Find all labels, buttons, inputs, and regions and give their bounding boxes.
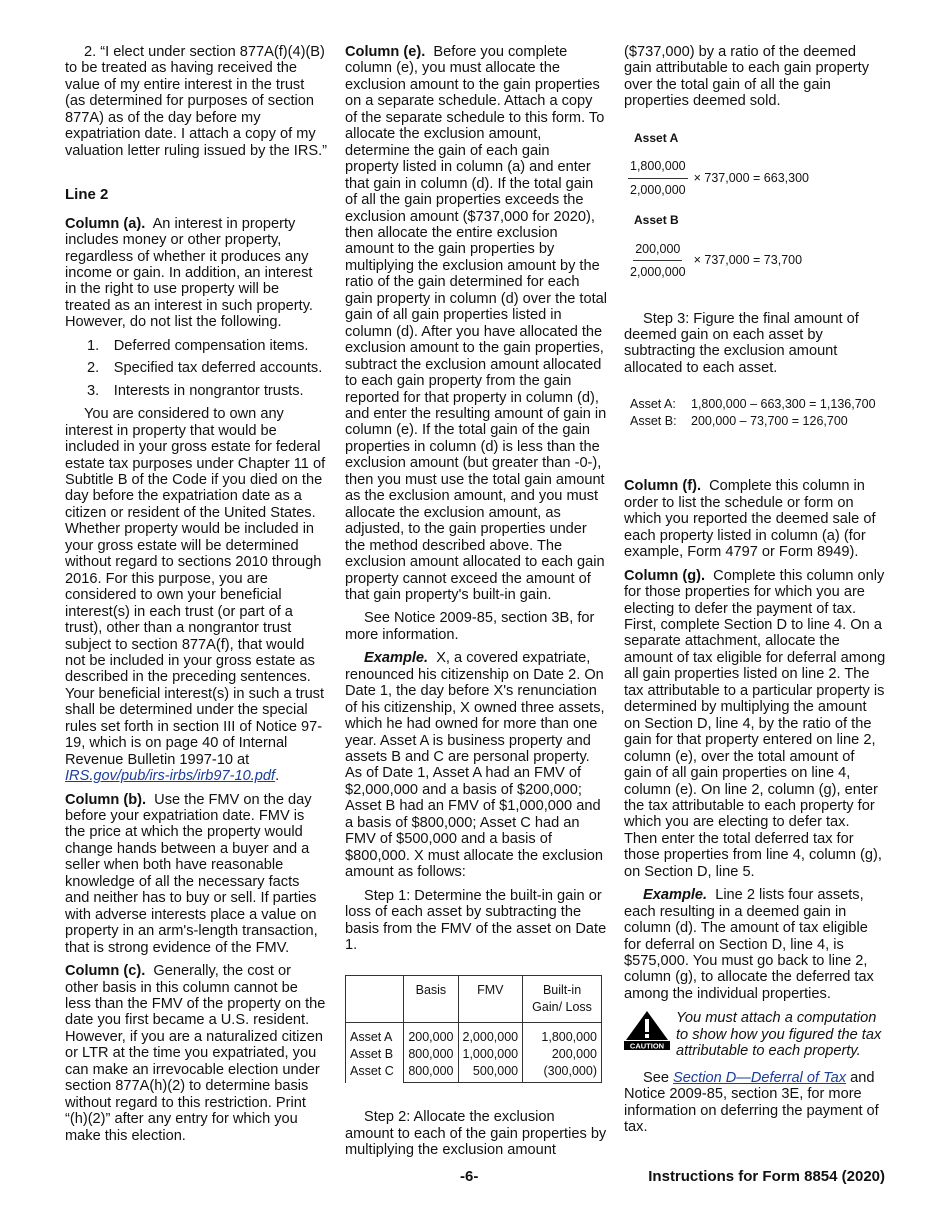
gross-estate-paragraph — [65, 406, 327, 784]
basis-value: 800,000 — [408, 1064, 454, 1079]
asset-a-fraction — [628, 158, 688, 198]
column-3 — [624, 44, 886, 1143]
column-f-paragraph — [624, 478, 886, 560]
step1-paragraph: Step 1: Determine the built-in gain or loss of each asset by subtracting the basis from the FMV of the asset on Date 1. — [345, 887, 607, 954]
column-b-paragraph — [65, 792, 327, 957]
irs-bulletin-link[interactable]: IRS.gov/pub/irs-irbs/irb97-10.pdf — [65, 768, 276, 785]
column-2 — [345, 44, 607, 1166]
link-period: . — [275, 768, 280, 785]
basis-value: 200,000 — [408, 1030, 454, 1045]
example-label: Example. — [364, 650, 429, 667]
example-text: Line 2 lists four assets, each resulting in a deemed gain in column (d). The amount of tax eligible for deferral on Section D, line 4, is $575,000. You must go back to line 2, column (g), to allocate the deferred tax among the individual properties. — [624, 887, 874, 1002]
denominator: 2,000,000 — [630, 182, 686, 197]
table-header — [346, 976, 404, 1023]
list-item: 2. Specified tax deferred accounts. — [87, 360, 323, 377]
column-f-label: Column (f). — [624, 478, 702, 495]
excluded-items-list — [65, 338, 327, 399]
page-number: -6- — [460, 1168, 479, 1185]
column-f-text: Complete this column in order to list the schedule or form on which you reported the deemed sale of each property listed in column (a) (for example, Form 4797 or Form 8949). — [624, 478, 876, 561]
see-text-end: and Notice 2009-85, section 3E, for more information on deferring the payment of tax. — [624, 1069, 879, 1136]
see-text: See — [643, 1069, 669, 1086]
row-label: Asset B — [350, 1047, 394, 1062]
section-d-link[interactable]: Section D—Deferral of Tax — [673, 1069, 847, 1086]
row-label: Asset A — [350, 1030, 393, 1045]
column-g-paragraph — [624, 568, 886, 881]
table-row — [346, 1023, 602, 1083]
example-label: Example. — [643, 887, 708, 904]
example-paragraph — [624, 887, 886, 1002]
footer-title: Instructions for Form 8854 (2020) — [648, 1168, 885, 1185]
column-e-text: Before you complete column (e), you must allocate the exclusion amount to the gain properties on a separate schedule. Attach a copy of the separate schedule to this form. To allocate the exclusion amount, determine the gain of each gain property listed in column (a) and enter that gain in column (d). If the total gain of all the gain properties exceeds the exclusion amount ($737,000 for 2020), then allocate the entire exclusion amount to the gain properties by multiplying the exclusion amount by the ratio of the gain determined for each gain property in column (d) over the total gain of all gain properties listed in column (d). After you have allocated the exclusion amount to the gain properties, subtract the exclusion amount allocated to each gain property from the gain reported for that property in column (d), and enter the resulting amount of gain in column (e). If the total gain of the gain properties in column (d) is less than the exclusion amount (but greater than -0-), then you must use the total gain amount as the exclusion amount, and you must allocate the exclusion amount, as adjusted, to the gain properties under the method described above. The exclusion amount allocated to each gain property cannot exceed the amount of that gain property's built-in gain. — [345, 44, 608, 603]
column-e-paragraph — [345, 44, 607, 603]
table-header: FMV — [458, 976, 523, 1023]
denominator: 2,000,000 — [630, 265, 686, 280]
caution-icon — [624, 1010, 670, 1050]
column-a-paragraph — [65, 216, 327, 331]
notice-paragraph: See Notice 2009-85, section 3B, for more information. — [345, 610, 595, 643]
fmv-value: 2,000,000 — [462, 1030, 519, 1045]
column-e-label: Column (e). — [345, 44, 426, 60]
column-c-paragraph — [65, 963, 327, 1144]
ratio-paragraph: ($737,000) by a ratio of the deemed gain attributable to each gain property over the total gain of all the gain properties deemed sold. — [624, 44, 870, 110]
column-c-text: Generally, the cost or other basis in this column cannot be less than the FMV of the property on the date you first became a U.S. resident. However, if you are a naturalized citizen or LTR at the time you expatriated, you can make an irrevocable election under section 877A(h)(2) to determine basis without regard to this restriction. Print “(h)(2)” after any entry for which you make this election. — [65, 963, 326, 1144]
final-gain-row — [630, 413, 886, 430]
final-gain-row — [630, 396, 886, 413]
caution-text: You must attach a computation to show how you figured the tax attributable to each property. — [676, 1010, 882, 1060]
table-header: Basis — [404, 976, 458, 1023]
asset-b-fraction — [628, 241, 688, 281]
gross-estate-text: You are considered to own any interest in property that would be included in your gross estate for federal estate tax purposes under Chapter 11 of Subtitle B of the Code if you died on the day before the expatriation date as a citizen or resident of the United States. Whether property would be included in your gross estate will be determined without regard to sections 2010 through 2016. For this purpose, you are considered to own your beneficial interest(s) in each trust (or part of a trust), other than a nongrantor trust subject to section 877A(f), that would not be included in your gross estate as described in the preceding sentences. Your beneficial interest(s) in such a trust shall be determined under the special rules set forth in section III of Notice 97-19, which is on page 40 of Internal Revenue Bulletin 1997-10 at — [65, 406, 326, 768]
asset-a-heading: Asset A — [634, 130, 679, 145]
table-header: Built-in Gain/ Loss — [523, 976, 602, 1023]
asset-b-heading: Asset B — [634, 213, 679, 228]
asset-b-formula — [628, 241, 886, 281]
see-section-paragraph — [624, 1070, 886, 1136]
column-g-label: Column (g). — [624, 567, 706, 584]
asset-b-calc: × 737,000 = 73,700 — [693, 253, 803, 268]
table-cell — [404, 1023, 458, 1083]
final-gain-label: Asset B: — [630, 414, 677, 429]
column-b-label: Column (b). — [65, 791, 147, 808]
numerator: 200,000 — [633, 241, 682, 261]
final-gain-label: Asset A: — [630, 397, 676, 412]
column-c-label: Column (c). — [65, 963, 146, 980]
column-b-text: Use the FMV on the day before your expatriation date. FMV is the price at which the property would change hands between a buyer and a seller when both have reasonable knowledge of all the necessary facts and neither has to buy or sell. If parties with adverse interests place a value on property in an arm's-length transaction, that is strong evidence of the FMV. — [65, 791, 318, 956]
column-a-text: An interest in property includes money or other property, regardless of whether it produces any income or gain. In addition, an interest in the right to use property will be treated as an interest in such property. However, do not list the following. — [65, 215, 313, 331]
final-gain-value: 200,000 – 73,700 = 126,700 — [691, 414, 848, 429]
caution-word: CAUTION — [629, 1041, 665, 1051]
line2-heading: Line 2 — [65, 186, 109, 204]
gain-value: (300,000) — [543, 1064, 597, 1079]
fmv-value: 1,000,000 — [462, 1047, 519, 1062]
final-gain-list — [630, 396, 886, 430]
gain-loss-table — [345, 975, 602, 1083]
row-label: Asset C — [350, 1064, 394, 1079]
gain-value: 200,000 — [551, 1047, 597, 1062]
column-1 — [65, 44, 327, 1151]
column-g-text: Complete this column only for those properties for which you are electing to defer the payment of tax. First, complete Section D to line 4. On a separate attachment, allocate the amount of tax eligible for deferral among all gain properties listed on line 2. The tax attributable to a particular property is determined by multiplying the amount on Section D, line 4, by the ratio of the gain for that property entered on line 2, column (e), over the total amount of gain of all gain properties on line 4, column (e). On line 2, column (g), enter the tax attributable to each property for which you are electing to defer tax. Then enter the total deferred tax for those properties from line 4, column (g), on Section D, line 5. — [624, 567, 886, 880]
asset-a-calc: × 737,000 = 663,300 — [693, 170, 809, 185]
example-paragraph — [345, 650, 607, 880]
table-cell — [458, 1023, 523, 1083]
step2-paragraph: Step 2: Allocate the exclusion amount to each of the gain properties by multiplying the exclusion amount — [345, 1109, 607, 1159]
list-item: 3. Interests in nongrantor trusts. — [87, 382, 304, 399]
asset-a-formula — [628, 158, 886, 198]
list-item: 1. Deferred compensation items. — [87, 337, 309, 354]
table-cell — [346, 1023, 404, 1083]
caution-box — [624, 1010, 886, 1059]
gain-value: 1,800,000 — [541, 1030, 597, 1045]
final-gain-value: 1,800,000 – 663,300 = 1,136,700 — [691, 397, 876, 412]
step3-paragraph: Step 3: Figure the final amount of deemed gain on each asset by subtracting the exclusion amount allocated to each asset. — [624, 310, 859, 376]
basis-value: 800,000 — [408, 1047, 454, 1062]
table-header-row — [346, 976, 602, 1023]
fmv-value: 500,000 — [472, 1064, 519, 1079]
table-cell — [523, 1023, 602, 1083]
election-statement: 2. “I elect under section 877A(f)(4)(B) to be treated as having received the value of my entire interest in the trust (as determined for purposes of section 877A) as of the day before my expatriation date. I attach a copy of my valuation letter ruling issued by the IRS.” — [65, 44, 328, 159]
numerator: 1,800,000 — [628, 158, 688, 178]
example-text: X, a covered expatriate, renounced his citizenship on Date 2. On Date 1, the day before X's renunciation of his citizenship, X owned three assets, which he had owned for more than one year. Asset A is business property and assets B and C are personal property. As of Date 1, Asset A had an FMV of $2,000,000 and a basis of $200,000; Asset B had an FMV of $1,000,000 and a basis of $800,000; Asset C had an FMV of $500,000 and a basis of $800,000. X must allocate the exclusion amount as follows: — [345, 650, 605, 881]
column-a-label: Column (a). — [65, 215, 146, 232]
